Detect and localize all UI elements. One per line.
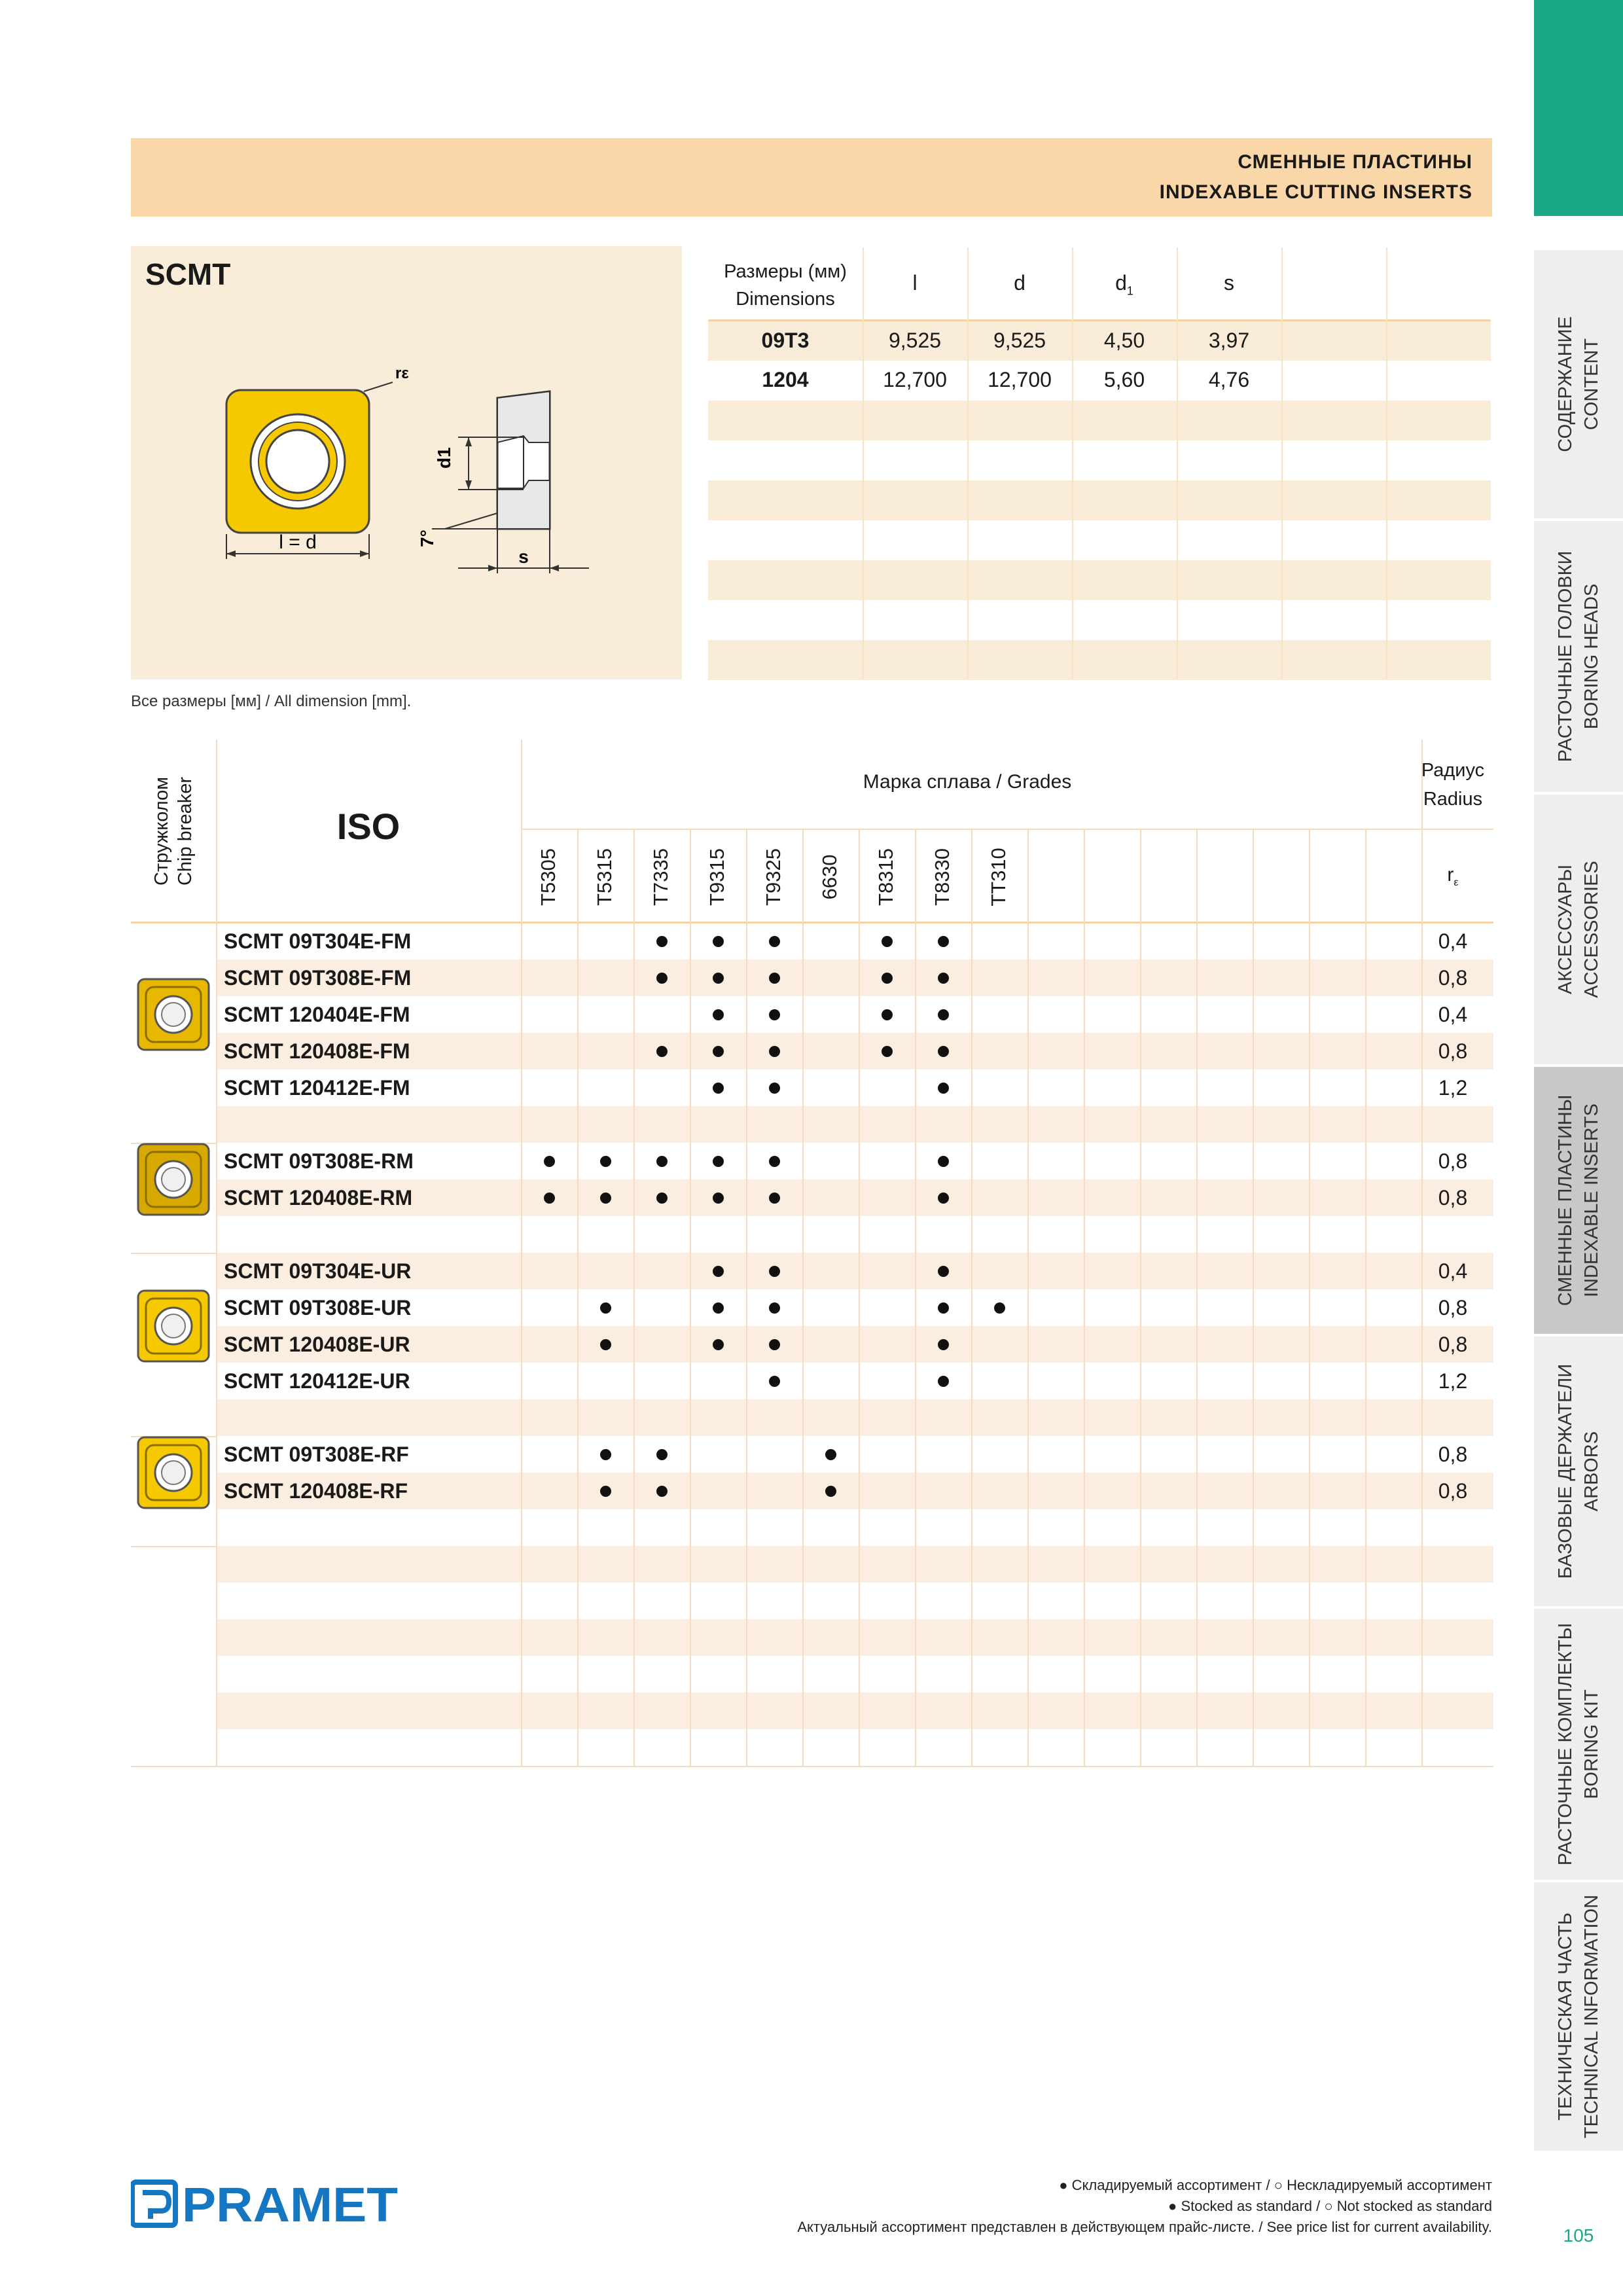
corner-radius: 0,4	[1438, 1259, 1468, 1283]
chip-breaker-rm-icon	[135, 1141, 211, 1221]
radius-header: Радиус Radius	[1421, 760, 1485, 810]
corner-radius: 1,2	[1438, 1076, 1468, 1100]
stocked-dot	[600, 1486, 611, 1497]
legend-ru: ● Складируемый ассортимент / ○ Нескладируемый ассортимент	[1059, 2177, 1492, 2193]
grade-header: T8315	[874, 848, 897, 906]
dim-col-l: l	[912, 271, 918, 295]
insert-designation: SCMT 09T304E-UR	[224, 1259, 412, 1283]
corner-radius: 0,8	[1438, 1479, 1468, 1503]
dim-col-d1: $d_1$	[1115, 271, 1133, 298]
stocked-dot	[825, 1486, 836, 1497]
chip-breaker-header: Стружколом Chip breaker	[151, 776, 196, 886]
insert-designation: SCMT 120412E-FM	[224, 1076, 410, 1100]
page-number: 105	[1563, 2225, 1594, 2246]
stocked-dot	[882, 1009, 893, 1020]
stocked-dot	[938, 1156, 949, 1167]
stocked-dot	[656, 1193, 668, 1204]
stocked-dot	[825, 1449, 836, 1460]
stocked-dot	[769, 1009, 780, 1020]
grade-header: T5315	[593, 848, 616, 906]
dim-col-d: d	[1014, 271, 1026, 295]
stocked-dot	[656, 1449, 668, 1460]
stocked-dot	[656, 1156, 668, 1167]
tab-content[interactable]: СОДЕРЖАНИЕ CONTENT	[1534, 250, 1623, 521]
grade-header: T7335	[649, 848, 672, 906]
grade-header: T8330	[931, 848, 954, 906]
insert-designation: SCMT 120408E-RF	[224, 1479, 408, 1503]
insert-designation: SCMT 120404E-FM	[224, 1003, 410, 1026]
stocked-dot	[713, 1339, 724, 1350]
tab-accessories[interactable]: АКСЕССУАРЫ ACCESSORIES	[1534, 795, 1623, 1067]
stocked-dot	[938, 1302, 949, 1314]
dim-row-d: 12,700	[988, 368, 1052, 391]
section-header	[131, 138, 1492, 217]
stocked-dot	[713, 936, 724, 947]
insert-designation: SCMT 09T308E-RF	[224, 1443, 409, 1466]
corner-radius: 0,8	[1438, 1039, 1468, 1063]
dim-col-s: s	[1224, 271, 1234, 295]
chip-breaker-fm-icon	[135, 977, 211, 1056]
insert-designation: SCMT 120408E-UR	[224, 1333, 410, 1356]
tab-technical-information[interactable]: ТЕХНИЧЕСКАЯ ЧАСТЬ TECHNICAL INFORMATION	[1534, 1882, 1623, 2153]
insert-designation: SCMT 09T308E-UR	[224, 1296, 412, 1319]
stocked-dot	[769, 1339, 780, 1350]
stocked-dot	[656, 973, 668, 984]
legend-en: ● Stocked as standard / ○ Not stocked as standard	[1168, 2198, 1492, 2214]
corner-radius: 0,4	[1438, 929, 1468, 953]
stocked-dot	[938, 1266, 949, 1277]
stocked-dot	[713, 1156, 724, 1167]
dim-row-l: 9,525	[888, 329, 942, 352]
iso-header: ISO	[336, 806, 401, 847]
dim-row-s: 4,76	[1208, 368, 1250, 391]
tab-indexable-inserts[interactable]: СМЕННЫЕ ПЛАСТИНЫ INDEXABLE INSERTS	[1534, 1067, 1623, 1336]
stocked-dot	[656, 1046, 668, 1057]
corner-radius: 1,2	[1438, 1369, 1468, 1393]
dim-row-s: 3,97	[1208, 329, 1250, 352]
dim-row-d1: 4,50	[1103, 329, 1145, 352]
stocked-dot	[938, 936, 949, 947]
insert-designation: SCMT 09T308E-FM	[224, 966, 412, 990]
grade-header: T5305	[537, 848, 560, 906]
stocked-dot	[882, 973, 893, 984]
svg-text:rε: rε	[395, 365, 409, 382]
svg-text:PRAMET: PRAMET	[182, 2178, 398, 2231]
grade-header: 6630	[818, 854, 841, 900]
stocked-dot	[994, 1302, 1005, 1314]
stocked-dot	[713, 1193, 724, 1204]
radius-symbol: $r_\varepsilon$	[1447, 864, 1459, 888]
dimensions-note: Все размеры [мм] / All dimension [mm].	[131, 692, 412, 710]
svg-text:l = d: l = d	[279, 531, 317, 553]
stocked-dot	[544, 1156, 555, 1167]
corner-radius: 0,8	[1438, 966, 1468, 990]
grade-header: T9325	[762, 848, 785, 906]
corner-radius: 0,8	[1438, 1149, 1468, 1173]
insert-drawing-panel	[131, 246, 682, 679]
stocked-dot	[769, 936, 780, 947]
stocked-dot	[938, 1046, 949, 1057]
stocked-dot	[769, 1302, 780, 1314]
dim-row-size: 1204	[762, 368, 809, 391]
dim-row-size: 09T3	[761, 329, 810, 352]
insert-type-title: SCMT	[145, 257, 231, 291]
tab-arbors[interactable]: БАЗОВЫЕ ДЕРЖАТЕЛИ ARBORS	[1534, 1336, 1623, 1609]
corner-radius: 0,4	[1438, 1003, 1468, 1026]
stocked-dot	[769, 1193, 780, 1204]
stocked-dot	[713, 973, 724, 984]
stocked-dot	[713, 1046, 724, 1057]
tab-boring-kit[interactable]: РАСТОЧНЫЕ КОМПЛЕКТЫ BORING KIT	[1534, 1609, 1623, 1882]
stocked-dot	[938, 1376, 949, 1387]
stocked-dot	[938, 1009, 949, 1020]
tab-boring-heads[interactable]: РАСТОЧНЫЕ ГОЛОВКИ BORING HEADS	[1534, 521, 1623, 795]
chip-breaker-rf-icon	[135, 1435, 211, 1514]
dim-row-d: 9,525	[993, 329, 1046, 352]
svg-text:7°: 7°	[417, 529, 437, 547]
stocked-dot	[882, 1046, 893, 1057]
stocked-dot	[882, 936, 893, 947]
grade-header: TT310	[987, 848, 1010, 906]
insert-designation: SCMT 120408E-RM	[224, 1186, 413, 1210]
insert-designation: SCMT 09T304E-FM	[224, 929, 412, 953]
corner-radius: 0,8	[1438, 1443, 1468, 1466]
stocked-dot	[938, 1193, 949, 1204]
stocked-dot	[769, 1046, 780, 1057]
stocked-dot	[600, 1302, 611, 1314]
insert-designation: SCMT 120412E-UR	[224, 1369, 410, 1393]
stocked-dot	[713, 1266, 724, 1277]
header-title-en: INDEXABLE CUTTING INSERTS	[1159, 181, 1472, 203]
insert-technical-drawing	[131, 246, 682, 679]
dim-row-d1: 5,60	[1103, 368, 1145, 391]
stocked-dot	[713, 1083, 724, 1094]
corner-radius: 0,8	[1438, 1296, 1468, 1319]
chip-breaker-ur-icon	[135, 1288, 211, 1367]
dim-row-l: 12,700	[883, 368, 947, 391]
dimensions-table	[708, 247, 1491, 679]
stocked-dot	[713, 1009, 724, 1020]
corner-radius: 0,8	[1438, 1186, 1468, 1210]
tab-accent-block	[1534, 0, 1623, 216]
stocked-dot	[769, 1083, 780, 1094]
stocked-dot	[544, 1193, 555, 1204]
svg-text:s: s	[518, 547, 529, 567]
stocked-dot	[656, 1486, 668, 1497]
stocked-dot	[600, 1156, 611, 1167]
stocked-dot	[769, 1266, 780, 1277]
stocked-dot	[769, 1156, 780, 1167]
stocked-dot	[600, 1339, 611, 1350]
availability-note: Актуальный ассортимент представлен в действующем прайс-листе. / See price list for current availability.	[797, 2219, 1492, 2235]
grades-title: Марка сплава / Grades	[863, 771, 1072, 793]
corner-radius: 0,8	[1438, 1333, 1468, 1356]
header-title-ru: СМЕННЫЕ ПЛАСТИНЫ	[1238, 151, 1472, 173]
stocked-dot	[600, 1449, 611, 1460]
insert-designation: SCMT 09T308E-RM	[224, 1149, 414, 1173]
insert-designation: SCMT 120408E-FM	[224, 1039, 410, 1063]
stocked-dot	[938, 1339, 949, 1350]
stocked-dot	[938, 973, 949, 984]
stocked-dot	[769, 1376, 780, 1387]
stocked-dot	[938, 1083, 949, 1094]
svg-text:d1: d1	[434, 447, 454, 469]
pramet-logo	[131, 2178, 406, 2234]
stocked-dot	[769, 973, 780, 984]
stocked-dot	[656, 936, 668, 947]
grade-header: T9315	[705, 848, 728, 906]
dimensions-header: Размеры (мм) Dimensions	[724, 261, 847, 310]
stocked-dot	[713, 1302, 724, 1314]
stocked-dot	[600, 1193, 611, 1204]
